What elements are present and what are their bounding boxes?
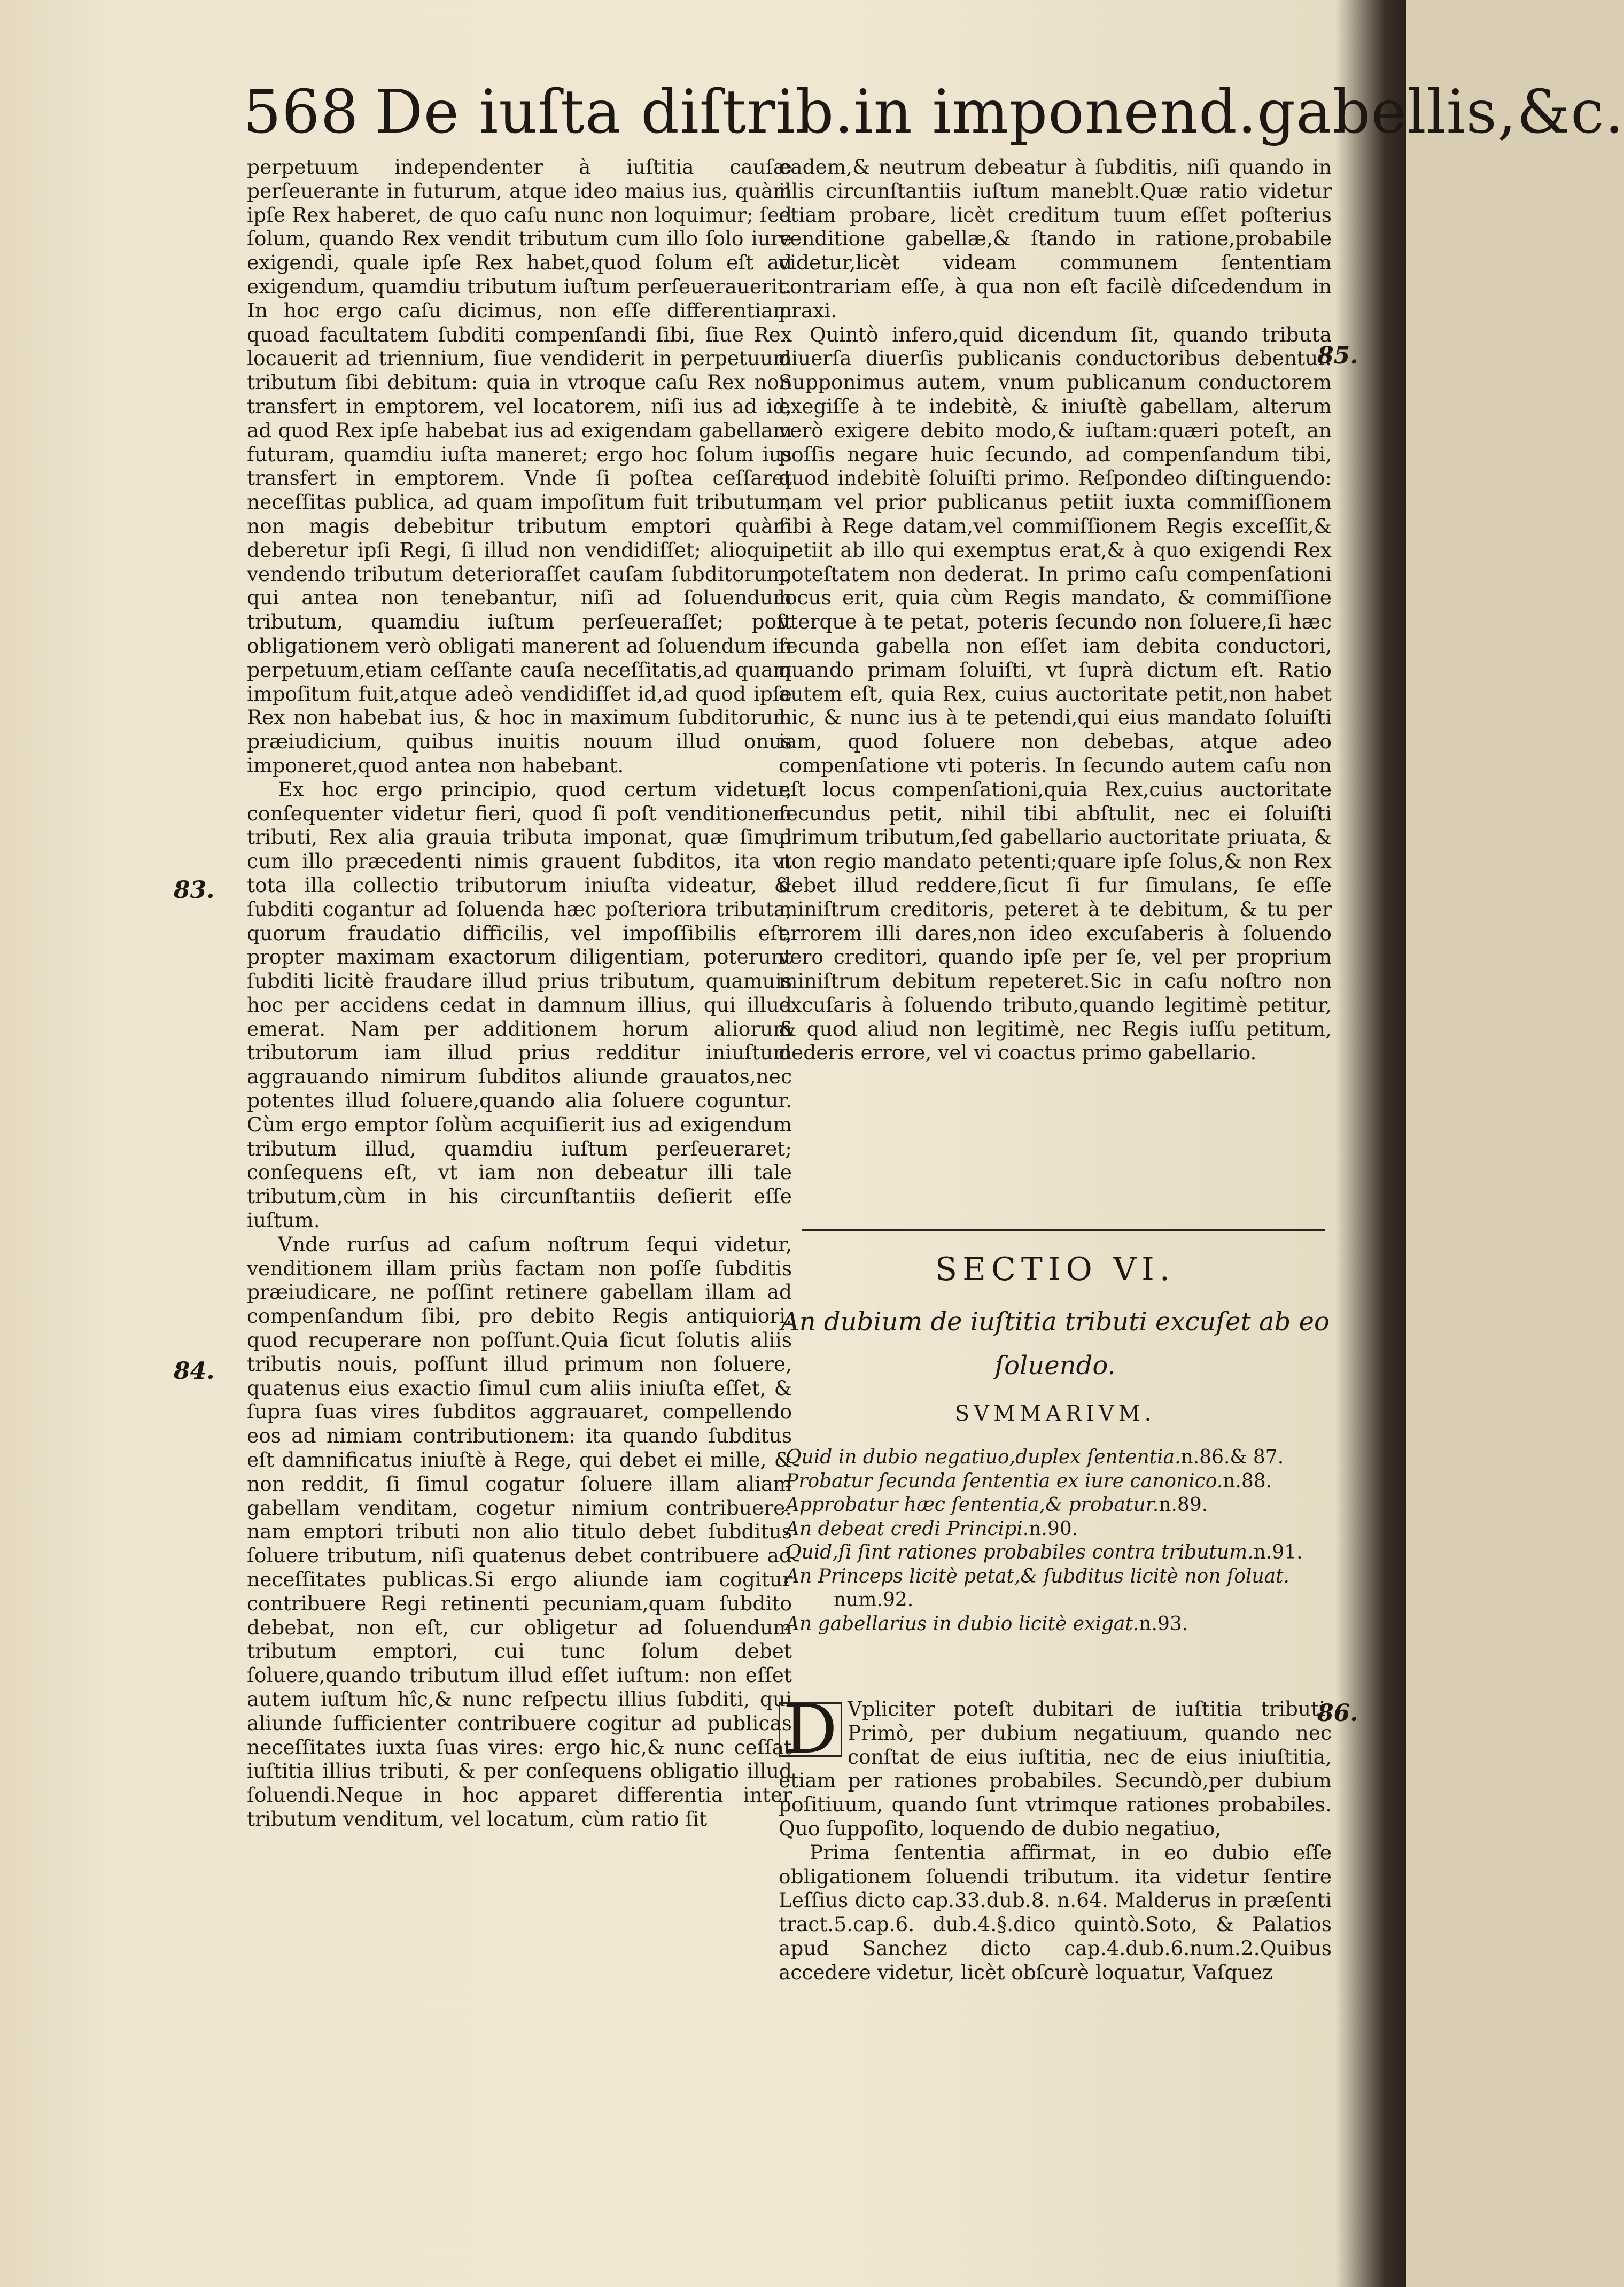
section-question: An dubium de iuſtitia tributi excuſet ab eo ſoluendo. <box>781 1307 1330 1381</box>
running-header <box>243 75 1624 150</box>
left-paragraph-1: perpetuum independenter à iuſtitia cauſæ perſeuerante in futurum, atque ideo maius ius, quàm ipſe Rex haberet, de quo caſu nunc non loquimur; ſed ſolum, quando Rex vendit tributum cum illo ſolo iure exigendi, quale ipſe Rex habet,quod ſolum eſt ad exigendum, quamdiu tributum iuſtum perſeuerauerit. In hoc ergo caſu dicimus, non eſſe differentiam quoad facultatem ſubditi compenſandi ſibi, ſiue Rex locauerit ad triennium, ſiue vendiderit in perpetuum tributum ſibi debitum: quia in vtroque caſu Rex non transfert in emptorem, vel locatorem, niſi ius ad id, ad quod Rex ipſe habebat ius ad exigendam gabellam futuram, quamdiu iuſta maneret; ergo hoc ſolum ius transfert in emptorem. Vnde ſi poſtea ceſſaret neceſſitas publica, ad quam impoſitum fuit tributum, non magis debebitur tributum emptori quàm deberetur ipſi Regi, ſi illud non vendidiſſet; alioquin vendendo tributum deterioraſſet cauſam ſubditorum, qui antea non tenebantur, niſi ad ſoluendum tributum, quamdiu iuſtum perſeueraſſet; poſt obligationem verò obligati manerent ad ſoluendum in perpetuum,etiam ceſſante cauſa neceſſitatis,ad quam impoſitum fuit,atque adeò vendidiſſet id,ad quod ipſe Rex non habebat ius, & hoc in maximum ſubditorum præiudicium, quibus inuitis nouum illud onus imponeret,quod antea non habebant. <box>247 155 792 777</box>
running-title: De iuſta diſtrib.in imponend.gabellis,&c. <box>375 77 1624 147</box>
margin-number-83: 83. <box>174 877 215 904</box>
drop-cap: D <box>779 1702 842 1757</box>
left-column <box>247 155 792 1831</box>
section-paragraph-1: D Vpliciter poteſt dubitari de iuſtitia tributi. Primò, per dubium negatiuum, quando nec conſtat de eius iuſtitia, nec de eius iniuſtitia, etiam per rationes probabiles. Secundò,per dubium poſitiuum, quando ſunt vtrimque rationes probabiles. Quo ſuppoſito, loquendo de dubio negatiuo, <box>779 1690 1332 1840</box>
left-paragraph-2: Ex hoc ergo principio, quod certum videtur, conſequenter videtur fieri, quod ſi poſt venditionem tributi, Rex alia grauia tributa imponat, quæ ſimul cum illo præcedenti nimis grauent ſubditos, ita vt tota illa collectio tributorum iniuſta videatur, & ſubditi cogantur ad ſoluenda hæc poſteriora tributa, quorum fraudatio difficilis, vel impoſſibilis eſt, propter maximam exactorum diligentiam, poterunt ſubditi licitè fraudare illud prius tributum, quamuis hoc per accidens cedat in damnum illius, qui illud emerat. Nam per additionem horum aliorum tributorum iam illud prius redditur iniuſtum aggrauando nimirum ſubditos aliunde grauatos,nec potentes illud ſoluere,quando alia ſoluere coguntur. Cùm ergo emptor ſolùm acquiſierit ius ad exigendum tributum illud, quamdiu iuſtum perſeueraret; conſequens eſt, vt iam non debeatur illi tale tributum,cùm in his circunſtantiis deſierit eſſe iuſtum. <box>247 777 792 1232</box>
summary-item: An Princeps licitè petat,& ſubditus licitè non ſoluat. <box>786 1565 1289 1587</box>
summary-heading: SVMMARIVM. <box>954 1401 1156 1426</box>
margin-number-85: 85. <box>1317 342 1358 369</box>
summary-item: Probatur ſecunda ſententia ex iure canonico.n.88. <box>786 1470 1272 1492</box>
section-divider <box>802 1229 1325 1231</box>
summary-item-continuation: num.92. <box>834 1589 914 1611</box>
section-heading: SECTIO VI. <box>935 1251 1175 1288</box>
margin-number-84: 84. <box>174 1358 215 1385</box>
summary-item: Quid in dubio negatiuo,duplex ſententia.n.86.& 87. <box>786 1446 1284 1468</box>
summary-list <box>786 1446 1331 1636</box>
left-paragraph-3: Vnde rurſus ad caſum noſtrum ſequi videtur, venditionem illam priùs factam non poſſe ſubditis præiudicare, ne poſſint retinere gabellam illam ad compenſandum ſibi, pro debito Regis antiquiori, quod recuperare non poſſunt.Quia ſicut ſolutis aliis tributis nouis, poſſunt illud primum non ſoluere, quatenus eius exactio ſimul cum aliis iniuſta eſſet, & ſupra ſuas vires ſubditos aggrauaret, compellendo eos ad nimiam contributionem: ita quando ſubditus eſt damnificatus iniuſtè à Rege, qui debet ei mille, & non reddit, ſi ſimul cogatur ſoluere illam aliam gabellam venditam, cogetur nimium contribuere: nam emptori tributi non alio titulo debet ſubditus ſoluere tributum, niſi quatenus debet contribuere ad neceſſitates publicas.Si ergo aliunde iam cogitur contribuere Regi retinenti pecuniam,quam ſubdito debebat, non eſt, cur obligetur ad ſoluendum tributum emptori, cui tunc ſolum debet ſoluere,quando tributum illud eſſet iuſtum: non eſſet autem iuſtum hîc,& nunc reſpectu illius ſubditi, qui aliunde ſufficienter contribuere cogitur ad publicas neceſſitates iuxta ſuas vires: ergo hic,& nunc ceſſat iuſtitia illius tributi, & per conſequens obligatio illud ſoluendi.Neque in hoc apparet differentia inter tributum venditum, vel locatum, cùm ratio ſit <box>247 1232 792 1831</box>
summary-item: An gabellarius in dubio licitè exigat.n.93. <box>786 1612 1188 1635</box>
right-paragraph-1: eadem,& neutrum debeatur à ſubditis, niſi quando in illis circunſtantiis iuſtum maneblt.Quæ ratio videtur etiam probare, licèt creditum tuum eſſet poſterius venditione gabellæ,& ſtando in ratione,probabile videtur,licèt videam communem ſententiam contrariam eſſe, à qua non eſt facilè diſcedendum in praxi. <box>779 155 1332 322</box>
summary-item: Quid,ſi ſint rationes probabiles contra tributum.n.91. <box>786 1541 1303 1563</box>
section-body <box>779 1690 1332 1984</box>
section-paragraph-2: Prima ſententia affirmat, in eo dubio eſſe obligationem ſoluendi tributum. ita videtur ſentire Leſſius dicto cap.33.dub.8. n.64. Malderus in præſenti tract.5.cap.6. dub.4.§.dico quintò.Soto, & Palatios apud Sanchez dicto cap.4.dub.6.num.2.Quibus accedere videtur, licèt obſcurè loquatur, Vaſquez <box>779 1840 1332 1984</box>
right-column <box>779 155 1332 1065</box>
right-paragraph-2: Quintò infero,quid dicendum ſit, quando tributa diuerſa diuerſis publicanis conductoribus debentur. Supponimus autem, vnum publicanum conductorem exegiſſe à te indebitè, & iniuſtè gabellam, alterum verò exigere debito modo,& iuſtam:quæri poteſt, an poſſis negare huic ſecundo, ad compenſandum tibi, quod indebitè ſoluiſti primo. Reſpondeo diſtinguendo: nam vel prior publicanus petiit iuxta commiſſionem ſibi à Rege datam,vel commiſſionem Regis exceſſit,& petiit ab illo qui exemptus erat,& à quo exigendi Rex poteſtatem non dederat. In primo caſu compenſationi locus erit, quia cùm Regis mandato, & commiſſione vterque à te petat, poteris ſecundo non ſoluere,ſi hæc ſecunda gabella non eſſet iam debita conductori, quando primam ſoluiſti, vt ſuprà dictum eſt. Ratio autem eſt, quia Rex, cuius auctoritate petit,non habet hic, & nunc ius à te petendi,qui eius mandato ſoluiſti iam, quod ſoluere non debebas, atque adeo compenſatione vti poteris. In ſecundo autem caſu non eſt locus compenſationi,quia Rex,cuius auctoritate ſecundus petit, nihil tibi abſtulit, nec ei ſoluiſti primum tributum,ſed gabellario auctoritate priuata, & non regio mandato petenti;quare ipſe ſolus,& non Rex debet illud reddere,ſicut ſi fur ſimulans, ſe eſſe miniſtrum creditoris, peteret à te debitum, & tu per errorem illi dares,non ideo excuſaberis à ſoluendo vero creditori, quando ipſe per ſe, vel per proprium miniſtrum debitum repeteret.Sic in caſu noſtro non excuſaris à ſoluendo tributo,quando legitimè petitur, & quod aliud non legitimè, nec Regis iuſſu petitum, dederis errore, vel vi coactus primo gabellario. <box>779 322 1332 1065</box>
margin-number-86: 86. <box>1317 1700 1358 1727</box>
summary-item: Approbatur hæc ſententia,& probatur.n.89. <box>786 1494 1208 1516</box>
summary-item: An debeat credi Principi.n.90. <box>786 1517 1078 1540</box>
page-number: 568 <box>243 77 359 147</box>
